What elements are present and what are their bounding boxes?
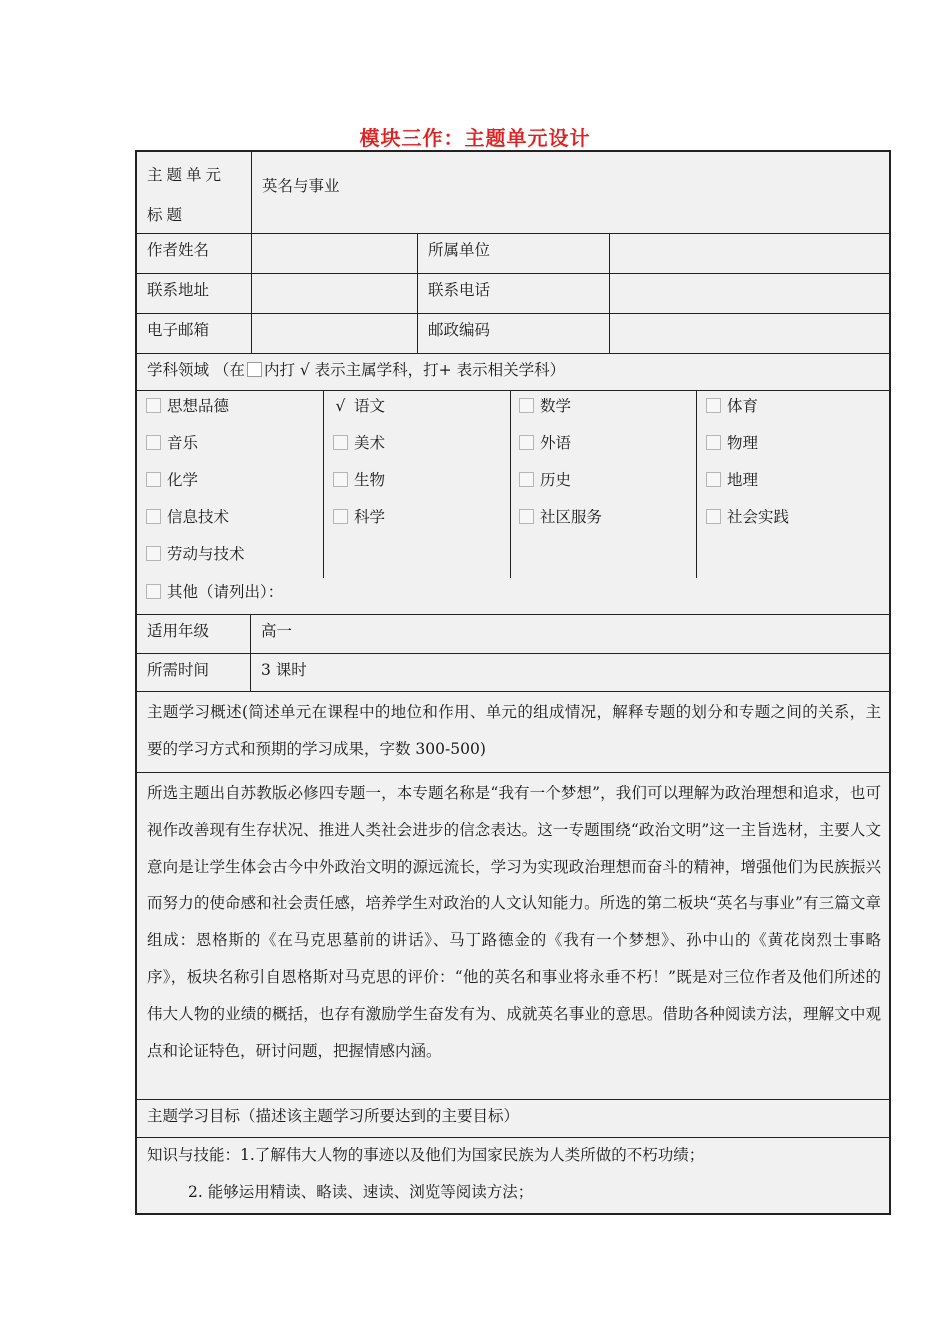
row-overview-heading: [137, 692, 889, 773]
row-address: [137, 274, 889, 314]
checkbox-icon[interactable]: [519, 398, 534, 413]
unit-title-label: 主题单元标题: [147, 166, 226, 224]
checkbox-icon[interactable]: [706, 398, 721, 413]
subject-option[interactable]: 化学: [146, 468, 198, 490]
time-value[interactable]: 3 课时: [261, 661, 307, 679]
checkbox-icon[interactable]: [333, 435, 348, 450]
subject-option[interactable]: 美术: [333, 431, 385, 453]
checkbox-icon[interactable]: [333, 509, 348, 524]
address-label: 联系地址: [147, 281, 210, 299]
row-overview-body: [137, 773, 889, 1100]
subject-option[interactable]: 体育: [706, 394, 758, 416]
inline-checkbox-icon: [247, 362, 262, 377]
subject-option[interactable]: 外语: [519, 431, 571, 453]
subject-area-heading: 学科领域 （在 内打 √ 表示主属学科，打+ 表示相关学科）: [147, 361, 566, 379]
document-title: 模块三作：主题单元设计: [359, 126, 591, 150]
subject-option[interactable]: 音乐: [146, 431, 198, 453]
subject-option[interactable]: 科学: [333, 505, 385, 527]
goal-item: 知识与技能：1.了解伟大人物的事迹以及他们为国家民族为人类所做的不朽功绩；: [147, 1146, 705, 1164]
row-grade: [137, 615, 889, 654]
goals-heading: 主题学习目标（描述该主题学习所要达到的主要目标）: [147, 1107, 520, 1125]
checkbox-icon[interactable]: [519, 435, 534, 450]
subject-option[interactable]: 思想品德: [146, 394, 229, 416]
column-divider: [510, 391, 511, 578]
postcode-label: 邮政编码: [428, 321, 491, 339]
checkbox-icon[interactable]: [706, 435, 721, 450]
subject-area-bottom: [137, 579, 889, 615]
overview-heading: 主题学习概述(简述单元在课程中的地位和作用、单元的组成情况，解释专题的划分和专题之间的关系，主要的学习方式和预期的学习成果，字数 300-500): [147, 703, 881, 758]
checkbox-icon[interactable]: [519, 472, 534, 487]
row-unit-title: [137, 152, 889, 234]
subject-option[interactable]: 地理: [706, 468, 758, 490]
unit-title-value[interactable]: 英名与事业: [262, 177, 340, 195]
row-subject-heading: [137, 354, 889, 391]
subject-option[interactable]: 劳动与技术: [146, 542, 245, 564]
unit-design-form: [135, 150, 891, 1215]
subject-option-other[interactable]: 其他（请列出）：: [146, 580, 283, 602]
grade-value[interactable]: 高一: [261, 622, 293, 640]
checkbox-icon[interactable]: [146, 472, 161, 487]
checkbox-icon[interactable]: [706, 509, 721, 524]
column-divider: [323, 391, 324, 578]
checkbox-icon[interactable]: [146, 398, 161, 413]
row-email: [137, 314, 889, 354]
grade-label: 适用年级: [147, 622, 210, 640]
subject-option[interactable]: 社会实践: [706, 505, 789, 527]
overview-body[interactable]: 所选主题出自苏教版必修四专题一，本专题名称是“我有一个梦想”，我们可以理解为政治理想和追求，也可视作改善现有生存状况、推进人类社会进步的信念表达。这一专题围绕“政治文明”这一主旨选材，主要人文意向是让学生体会古今中外政治文明的源远流长，学习为实现政治理想而奋斗的精神，增强他们为民族振兴而努力的使命感和社会责任感，培养学生对政治的人文认知能力。所选的第二板块“英名与事业”有三篇文章组成：恩格斯的《在马克思墓前的讲话》、马丁路德金的《我有一个梦想》、孙中山的《黄花岗烈士事略序》，板块名称引自恩格斯对马克思的评价：“他的英名和事业将永垂不朽！”既是对三位作者及他们所述的伟大人物的业绩的概括，也存有激励学生奋发有为、成就英名事业的意思。借助各种阅读方法，理解文中观点和论证特色，研讨问题，把握情感内涵。: [147, 784, 881, 1060]
row-author: [137, 234, 889, 274]
subject-option[interactable]: 历史: [519, 468, 571, 490]
subject-option[interactable]: 社区服务: [519, 505, 602, 527]
checkbox-icon[interactable]: [519, 509, 534, 524]
subject-option[interactable]: 数学: [519, 394, 571, 416]
checkbox-icon[interactable]: [706, 472, 721, 487]
checkbox-icon[interactable]: [146, 546, 161, 561]
row-time: [137, 654, 889, 692]
subject-option[interactable]: 信息技术: [146, 505, 229, 527]
goal-item: 2. 能够运用精读、略读、速读、浏览等阅读方法；: [188, 1183, 534, 1201]
subject-option[interactable]: 生物: [333, 468, 385, 490]
email-label: 电子邮箱: [147, 321, 210, 339]
row-goals-heading: [137, 1100, 889, 1138]
author-label: 作者姓名: [147, 241, 210, 259]
checkbox-icon[interactable]: [146, 509, 161, 524]
column-divider: [696, 391, 697, 578]
checkbox-icon[interactable]: [146, 435, 161, 450]
subject-option-checked[interactable]: √ 语文: [333, 394, 385, 416]
org-label: 所属单位: [428, 241, 491, 259]
subject-option[interactable]: 物理: [706, 431, 758, 453]
row-goals[interactable]: [137, 1138, 889, 1215]
time-label: 所需时间: [147, 661, 210, 679]
phone-label: 联系电话: [428, 281, 491, 299]
checkmark-icon[interactable]: √: [335, 397, 346, 415]
checkbox-icon[interactable]: [333, 472, 348, 487]
